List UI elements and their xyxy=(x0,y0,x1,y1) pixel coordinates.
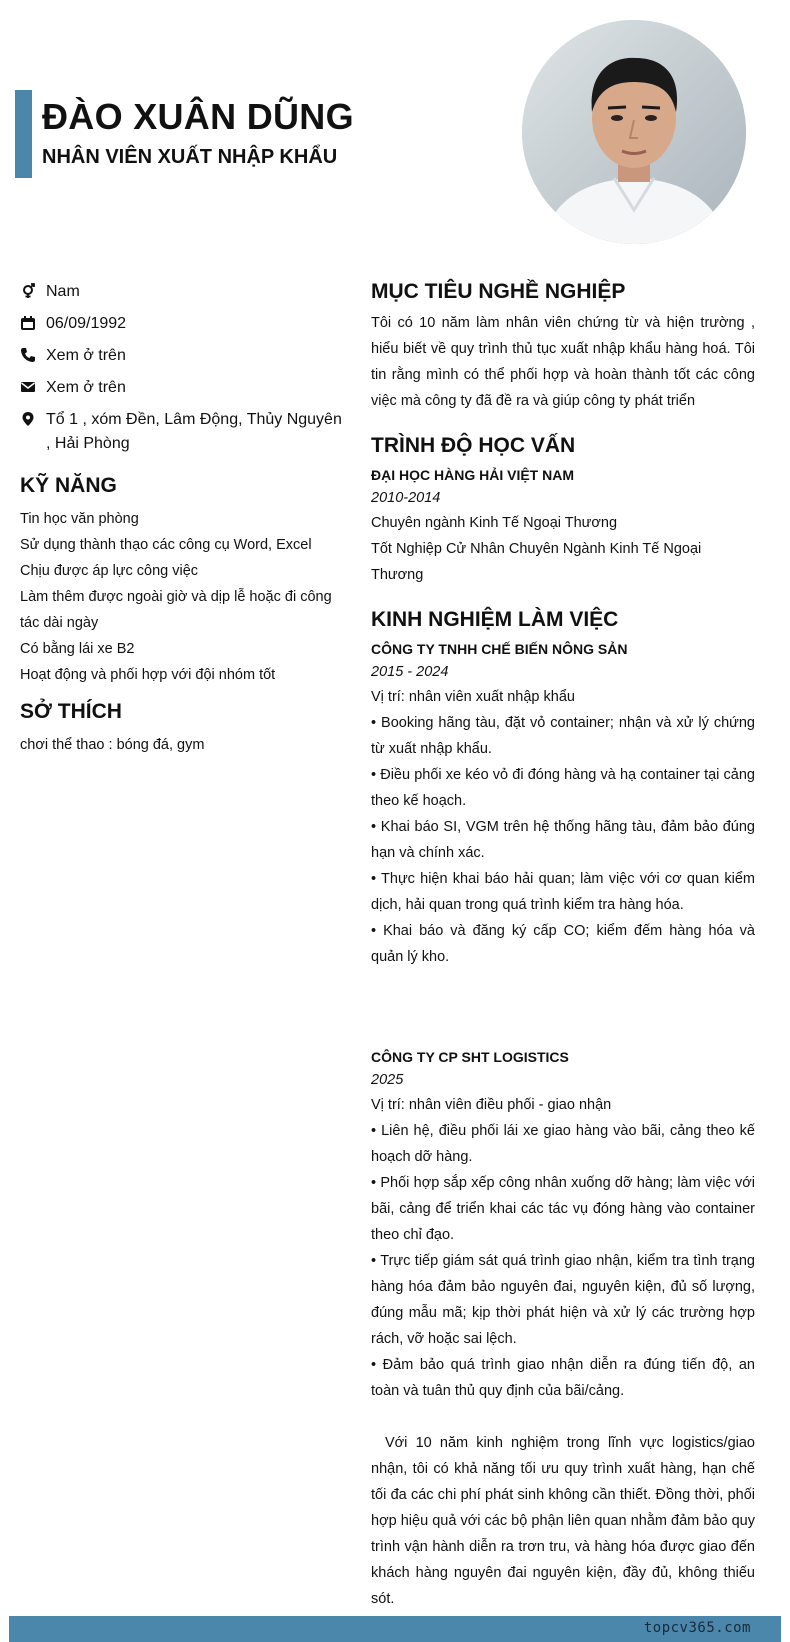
skills-list xyxy=(20,506,345,688)
hobbies-text: chơi thể thao : bóng đá, gym xyxy=(20,737,205,753)
job-duty: • Khai báo SI, VGM trên hệ thống hãng tàu, đảm bảo đúng hạn và chính xác. xyxy=(371,819,755,861)
job-entry xyxy=(371,638,755,970)
contact-address xyxy=(20,408,345,456)
candidate-title: NHÂN VIÊN XUẤT NHẬP KHẨU xyxy=(42,146,338,168)
job-duty: • Trực tiếp giám sát quá trình giao nhận, kiểm tra tình trạng hàng hóa đảm bảo nguyên đai, nguyên kiện, đủ số lượng, đúng mẫu mã; kịp thời phát hiện và xử lý các trường hợp rách, vỡ hoặc sai lệch. xyxy=(371,1253,755,1347)
education-school: ĐẠI HỌC HÀNG HẢI VIỆT NAM xyxy=(371,467,574,483)
job-duty: • Booking hãng tàu, đặt vỏ container; nhận và xử lý chứng từ xuất nhập khẩu. xyxy=(371,715,755,757)
contact-gender xyxy=(20,280,345,304)
contact-birthday xyxy=(20,312,345,336)
job-position: Vị trí: nhân viên xuất nhập khẩu xyxy=(371,689,575,705)
education-heading: TRÌNH ĐỘ HỌC VẤN xyxy=(371,434,576,457)
job-duty: • Phối hợp sắp xếp công nhân xuống dỡ hàng; làm việc với bãi, cảng để triển khai các tác vụ đóng hàng vào container theo chỉ đạo. xyxy=(371,1175,755,1243)
job-position: Vị trí: nhân viên điều phối - giao nhận xyxy=(371,1097,612,1113)
job-duty: • Đảm bảo quá trình giao nhận diễn ra đúng tiến độ, an toàn và tuân thủ quy định của bãi/cảng. xyxy=(371,1357,755,1399)
education-major: Chuyên ngành Kinh Tế Ngoại Thương xyxy=(371,515,618,531)
contact-birthday-value: 06/09/1992 xyxy=(46,315,127,332)
header-accent-bar xyxy=(15,90,32,178)
skill-item: Làm thêm được ngoài giờ và dịp lễ hoặc đi công tác dài ngày xyxy=(20,589,332,631)
right-column xyxy=(371,280,755,1612)
job-duty: • Khai báo và đăng ký cấp CO; kiểm đếm hàng hóa và quản lý kho. xyxy=(371,923,755,965)
job-duty: • Điều phối xe kéo vỏ đi đóng hàng và hạ container tại cảng theo kế hoạch. xyxy=(371,767,755,809)
profile-photo-illustration xyxy=(522,20,746,244)
job-period: 2015 - 2024 xyxy=(371,664,449,680)
email-icon xyxy=(20,379,38,397)
skill-item: Hoạt động và phối hợp với đội nhóm tốt xyxy=(20,667,276,683)
phone-icon xyxy=(20,347,38,365)
contact-gender-value: Nam xyxy=(46,283,80,300)
education-degree: Tốt Nghiệp Cử Nhân Chuyên Ngành Kinh Tế Ngoại Thương xyxy=(371,541,702,583)
footer-bar xyxy=(9,1616,781,1642)
contact-address-value: Tổ 1 , xóm Đền, Lâm Động, Thủy Nguyên , Hải Phòng xyxy=(46,411,342,452)
skill-item: Có bằng lái xe B2 xyxy=(20,641,135,657)
job-company: CÔNG TY TNHH CHẾ BIẾN NÔNG SẢN xyxy=(371,641,628,657)
location-icon xyxy=(20,411,38,429)
footer-watermark: topcv365.com xyxy=(643,1620,751,1636)
profile-photo xyxy=(522,20,746,244)
calendar-icon xyxy=(20,315,38,333)
hobbies-heading: SỞ THÍCH xyxy=(20,700,122,723)
skill-item: Sử dụng thành thạo các công cụ Word, Excel Chịu được áp lực công việc xyxy=(20,537,312,579)
job-period: 2025 xyxy=(371,1072,404,1088)
contact-email xyxy=(20,376,345,400)
experience-heading: KINH NGHIỆM LÀM VIỆC xyxy=(371,608,619,631)
objective-text: Tôi có 10 năm làm nhân viên chứng từ và hiện trường , hiểu biết về quy trình thủ tục xuất nhập khẩu hàng hoá. Tôi tin rằng mình có thể phối hợp và hoàn thành tốt các công việc mà công ty đã đề ra và giúp công ty phát triển xyxy=(371,315,755,409)
contact-email-value: Xem ở trên xyxy=(46,379,126,396)
skill-item: Tin học văn phòng xyxy=(20,511,139,527)
contact-phone xyxy=(20,344,345,368)
gender-icon xyxy=(20,283,38,301)
contact-phone-value: Xem ở trên xyxy=(46,347,126,364)
job-duty: • Liên hệ, điều phối lái xe giao hàng vào bãi, cảng theo kế hoạch dỡ hàng. xyxy=(371,1123,755,1165)
left-column xyxy=(20,280,345,758)
job-duty: • Thực hiện khai báo hải quan; làm việc với cơ quan kiểm dịch, hải quan trong quá trình kiểm tra hàng hóa. xyxy=(371,871,755,913)
job-company: CÔNG TY CP SHT LOGISTICS xyxy=(371,1049,569,1065)
experience-summary: Với 10 năm kinh nghiệm trong lĩnh vực logistics/giao nhận, tôi có khả năng tối ưu quy trình xuất hàng, hạn chế tối đa các chi phí phát sinh không cần thiết. Đồng thời, phối hợp hiệu quả với các bộ phận liên quan nhằm đảm bảo quy trình vận hành diễn ra trơn tru, và hàng hóa được giao đến khách hàng nguyên đai nguyên kiện, đầy đủ, không thiếu sót. xyxy=(371,1435,755,1607)
skills-heading: KỸ NĂNG xyxy=(20,474,117,497)
objective-heading: MỤC TIÊU NGHỀ NGHIỆP xyxy=(371,280,626,303)
job-entry xyxy=(371,1046,755,1404)
education-period: 2010-2014 xyxy=(371,490,441,506)
candidate-name: ĐÀO XUÂN DŨNG xyxy=(42,96,354,137)
